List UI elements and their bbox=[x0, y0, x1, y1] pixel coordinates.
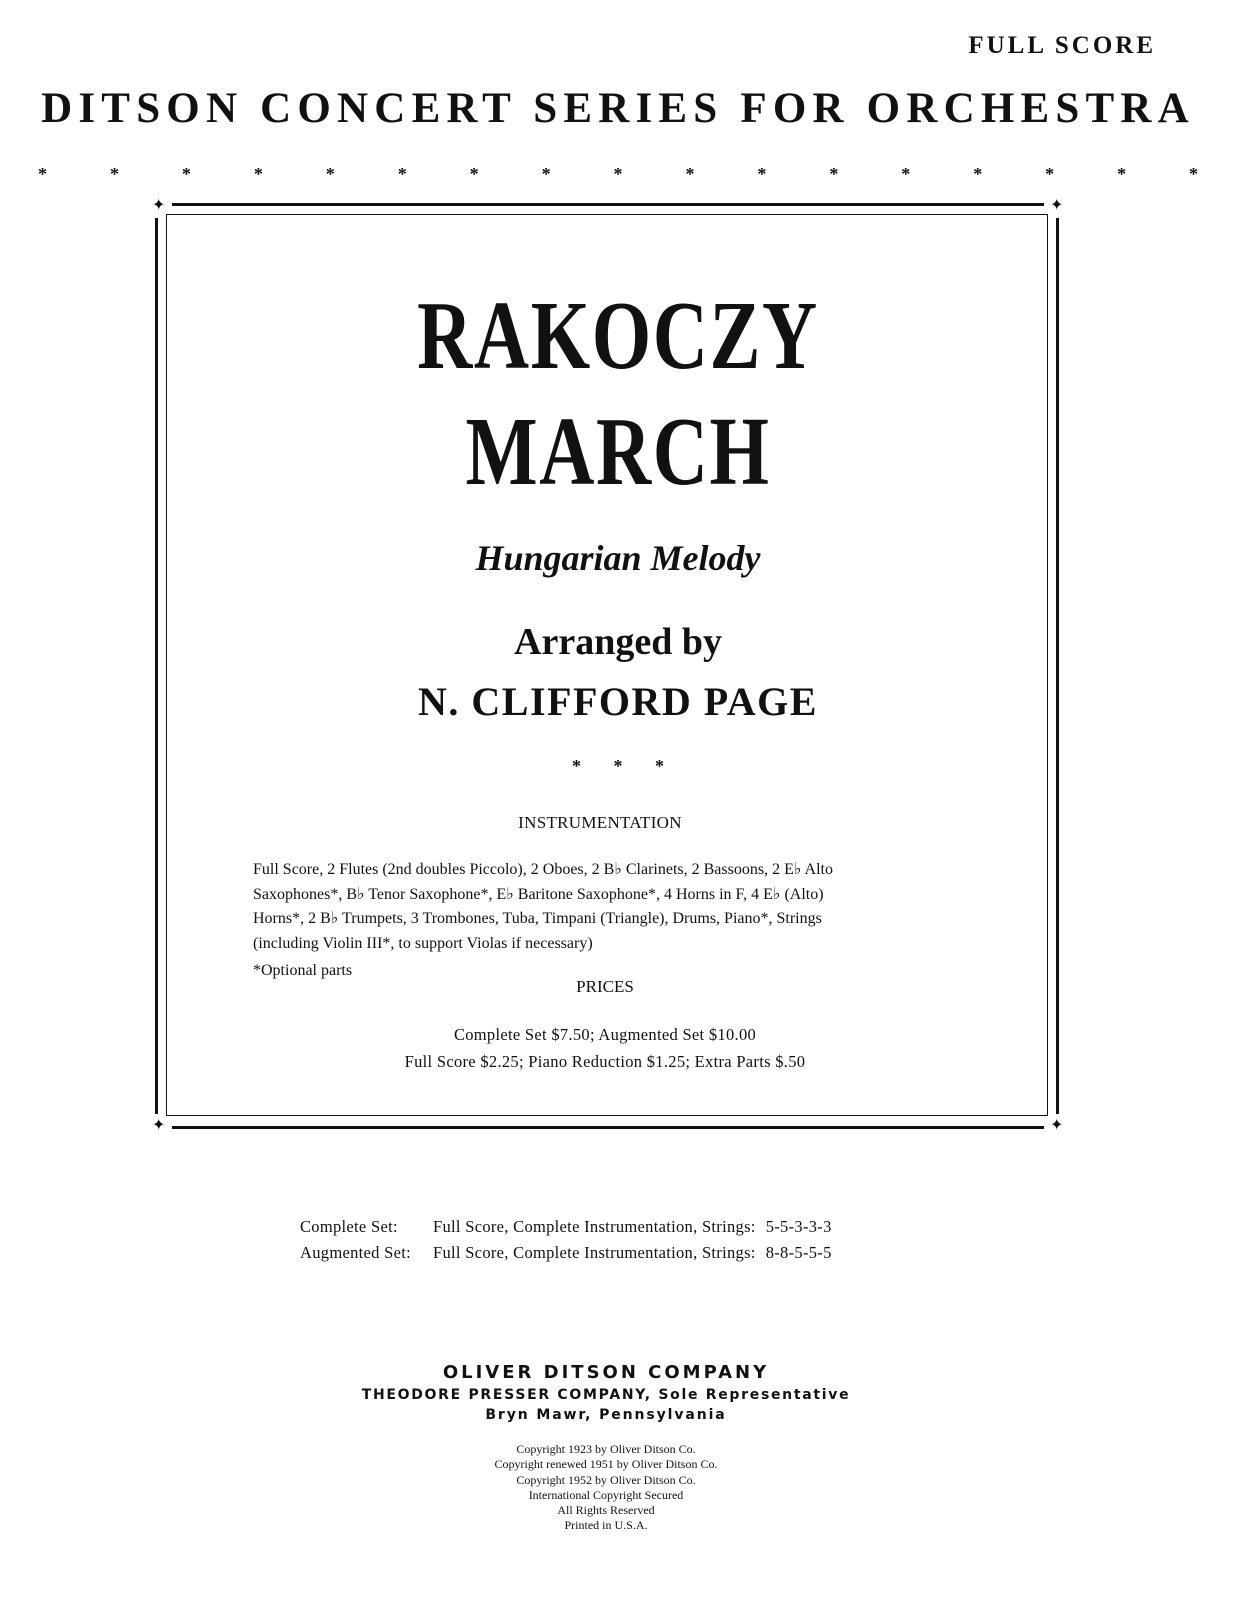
star-ornament: * bbox=[973, 164, 983, 184]
star-ornament: * bbox=[109, 164, 119, 184]
star-ornament: * bbox=[613, 164, 623, 184]
price-line: Full Score $2.25; Piano Reduction $1.25; Extra Parts $.50 bbox=[404, 1052, 806, 1071]
work-title-line-1: RAKOCZY bbox=[417, 282, 819, 390]
set-label: Augmented Set: bbox=[300, 1243, 411, 1262]
star-ornament: * bbox=[1045, 164, 1055, 184]
star-ornament: * bbox=[829, 164, 839, 184]
set-label: Complete Set: bbox=[300, 1217, 398, 1236]
publisher-name: OLIVER DITSON COMPANY bbox=[442, 1362, 770, 1383]
work-subtitle: Hungarian Melody bbox=[475, 538, 761, 578]
frame-corner-ornament: ✦ bbox=[1050, 1117, 1064, 1134]
copyright-line: Copyright 1952 by Oliver Ditson Co. bbox=[516, 1472, 696, 1487]
star-ornament: * bbox=[757, 164, 767, 184]
instrumentation-line: Horns*, 2 B♭ Trumpets, 3 Trombones, Tuba, Timpani (Triangle), Drums, Piano*, Strings bbox=[253, 910, 822, 927]
instrumentation-list bbox=[253, 858, 973, 956]
star-ornament: * bbox=[325, 164, 335, 184]
star-ornament: * bbox=[1189, 164, 1198, 184]
instrumentation-heading: INSTRUMENTATION bbox=[518, 813, 682, 832]
star-ornament: * bbox=[541, 164, 551, 184]
augmented-set-row bbox=[300, 1243, 832, 1263]
arranged-by-label: Arranged by bbox=[514, 621, 722, 663]
publisher-location: Bryn Mawr, Pennsylvania bbox=[485, 1407, 727, 1423]
frame-bottom-inner-rule bbox=[166, 1115, 1048, 1116]
publisher-representative: THEODORE PRESSER COMPANY, Sole Representative bbox=[361, 1387, 851, 1403]
frame-top-inner-rule bbox=[166, 214, 1048, 215]
instrumentation-line: Full Score, 2 Flutes (2nd doubles Piccolo), 2 Oboes, 2 B♭ Clarinets, 2 Bassoons, 2 E♭ Alto bbox=[253, 861, 833, 878]
work-title-line-2: MARCH bbox=[465, 398, 771, 506]
instrumentation-line: (including Violin III*, to support Violas if necessary) bbox=[253, 934, 593, 952]
price-line: Complete Set $7.50; Augmented Set $10.00 bbox=[453, 1025, 757, 1044]
strings-count: 8-8-5-5-5 bbox=[765, 1243, 832, 1262]
copyright-line: Printed in U.S.A. bbox=[564, 1518, 648, 1533]
series-title: DITSON CONCERT SERIES FOR ORCHESTRA bbox=[41, 85, 1195, 132]
frame-top-rule bbox=[172, 203, 1044, 206]
set-description: Full Score, Complete Instrumentation, Strings: bbox=[433, 1243, 756, 1262]
set-description: Full Score, Complete Instrumentation, Strings: bbox=[433, 1217, 756, 1236]
star-ornament: * bbox=[253, 164, 263, 184]
complete-set-row bbox=[300, 1217, 832, 1237]
score-type-label: FULL SCORE bbox=[968, 32, 1156, 59]
star-divider-row bbox=[38, 164, 1198, 185]
star-ornament: * bbox=[469, 164, 479, 184]
section-star-divider: * * * bbox=[572, 756, 664, 776]
strings-count: 5-5-3-3-3 bbox=[765, 1217, 832, 1236]
star-ornament: * bbox=[397, 164, 407, 184]
star-ornament: * bbox=[38, 164, 47, 184]
star-ornament: * bbox=[901, 164, 911, 184]
star-ornament: * bbox=[685, 164, 695, 184]
star-ornament: * bbox=[1117, 164, 1127, 184]
copyright-block bbox=[0, 1442, 1212, 1534]
copyright-line: Copyright renewed 1951 by Oliver Ditson Co. bbox=[494, 1457, 718, 1472]
copyright-line: All Rights Reserved bbox=[557, 1503, 655, 1518]
frame-bottom-rule bbox=[172, 1126, 1044, 1129]
star-ornament: * bbox=[181, 164, 191, 184]
prices-heading: PRICES bbox=[576, 977, 634, 996]
frame-corner-ornament: ✦ bbox=[152, 197, 166, 214]
frame-corner-ornament: ✦ bbox=[1050, 197, 1064, 214]
instrumentation-line: Saxophones*, B♭ Tenor Saxophone*, E♭ Baritone Saxophone*, 4 Horns in F, 4 E♭ (Alto) bbox=[253, 885, 824, 903]
copyright-line: International Copyright Secured bbox=[528, 1487, 684, 1502]
arranger-name: N. CLIFFORD PAGE bbox=[418, 679, 818, 724]
frame-corner-ornament: ✦ bbox=[152, 1117, 166, 1134]
copyright-line: Copyright 1923 by Oliver Ditson Co. bbox=[516, 1442, 696, 1456]
optional-parts-note: *Optional parts bbox=[253, 962, 353, 979]
